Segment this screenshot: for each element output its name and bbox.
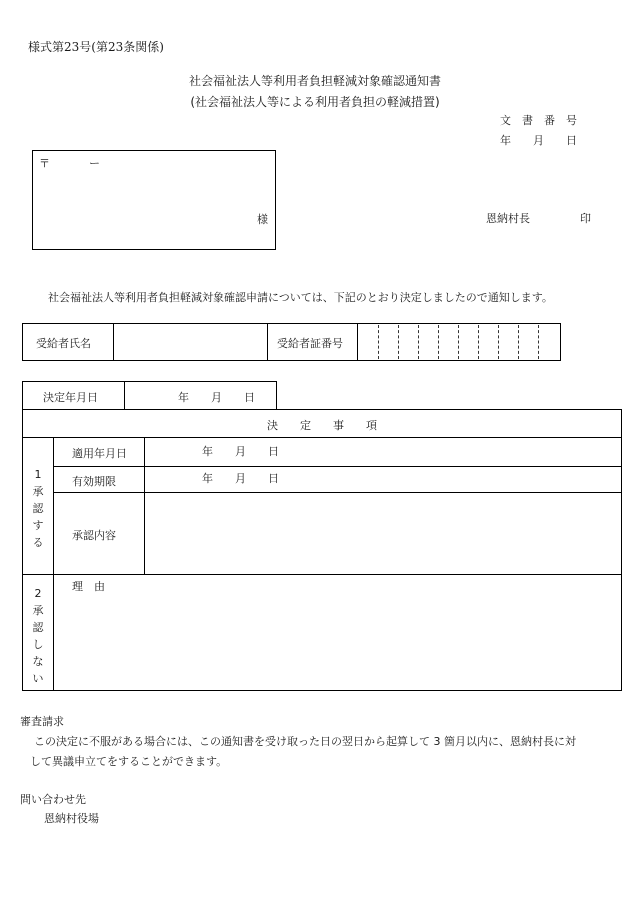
seal-mark: 印 xyxy=(580,212,591,225)
apply-date-value: 年 月 日 xyxy=(202,445,279,458)
page-subtitle: (社会福祉法人等による利用者負担の軽減措置) xyxy=(190,95,440,109)
postal-mark: 〒 xyxy=(39,157,50,170)
page-title: 社会福祉法人等利用者負担軽減対象確認通知書 xyxy=(188,74,441,88)
contact-office: 恩納村役場 xyxy=(44,812,99,825)
issuer-name: 恩納村長 xyxy=(486,212,530,225)
recipient-name-label: 受給者氏名 xyxy=(36,337,91,350)
reason-label: 理 由 xyxy=(72,580,105,593)
recipient-number-label: 受給者証番号 xyxy=(277,337,343,350)
document-number-label: 文 書 番 号 xyxy=(500,114,577,127)
address-box xyxy=(32,150,276,250)
appeal-text-line1: この決定に不服がある場合には、この通知書を受け取った日の翌日から起算して 3 箇月以内に、恩納村長に対 xyxy=(34,735,576,748)
appeal-heading: 審査請求 xyxy=(20,715,64,728)
deny-section-label: 2承認しない xyxy=(32,587,44,685)
decision-date-value: 年 月 日 xyxy=(178,391,255,404)
contact-heading: 問い合わせ先 xyxy=(20,793,86,806)
approval-content-label: 承認内容 xyxy=(72,529,116,542)
apply-date-label: 適用年月日 xyxy=(72,447,127,460)
decision-date-label: 決定年月日 xyxy=(43,391,98,404)
approve-section-label: 1承認する xyxy=(32,468,44,549)
intro-text: 社会福祉法人等利用者負担軽減対象確認申請については、下記のとおり決定しましたので通知します。 xyxy=(48,291,553,304)
decision-items-header: 決 定 事 項 xyxy=(267,419,377,432)
honorific: 様 xyxy=(257,213,268,226)
valid-until-label: 有効期限 xyxy=(72,475,116,488)
valid-until-value: 年 月 日 xyxy=(202,472,279,485)
issue-date-label: 年 月 日 xyxy=(500,134,577,147)
appeal-text-line2: して異議申立てをすることができます。 xyxy=(30,755,228,768)
postal-dash: ー xyxy=(89,157,100,170)
form-number: 様式第23号(第23条関係) xyxy=(28,40,164,54)
